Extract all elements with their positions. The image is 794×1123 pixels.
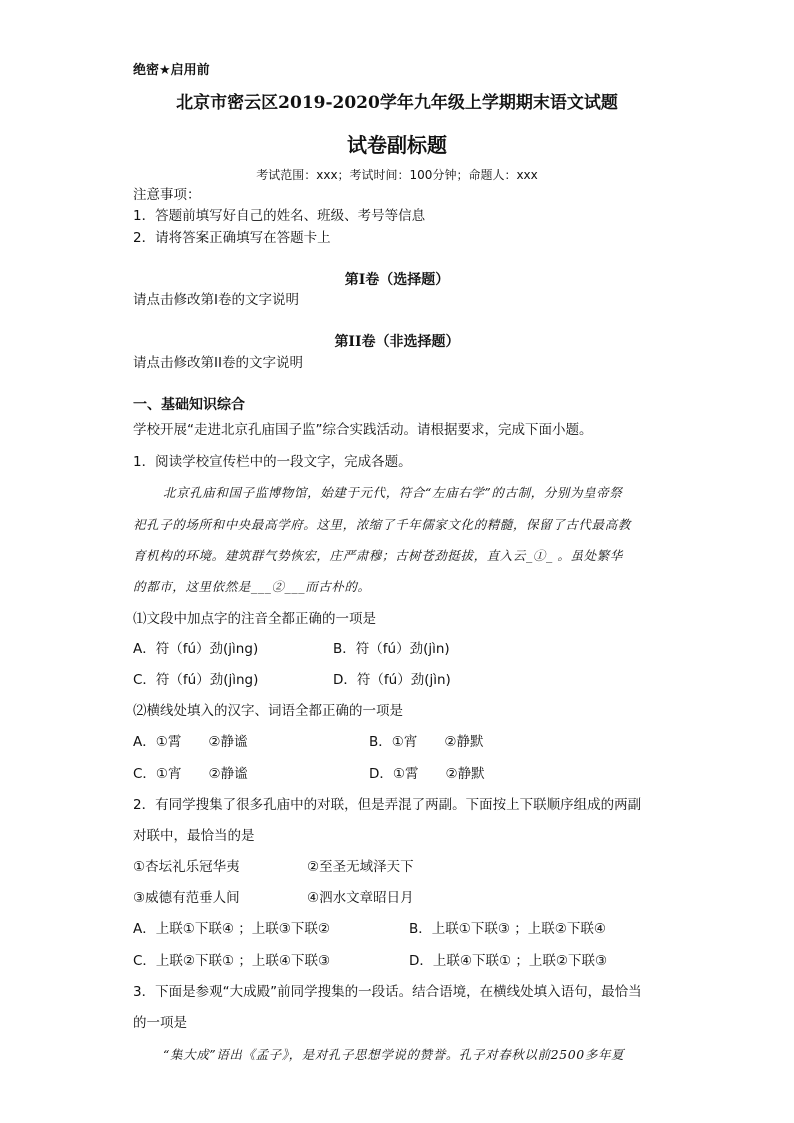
q1-sub1-stem: ⑴文段中加点字的注音全都正确的一项是 [133, 611, 376, 627]
q2-stem-line: 对联中，最恰当的是 [133, 828, 255, 844]
secret-tag: 绝密★启用前 [133, 63, 210, 78]
volume1-note[interactable]: 请点击修改第I卷的文字说明 [133, 292, 299, 308]
q1-sub1-option-b[interactable]: B．符（fú）劲(jìn) [333, 641, 450, 657]
q1-sub1-option-d[interactable]: D．符（fú）劲(jìn) [333, 672, 451, 688]
q1-passage-line: 育机构的环境。建筑群气势恢宏，庄严肃穆；古树苍劲挺拔，直入云_①_ 。虽处繁华 [133, 548, 623, 563]
q1-sub2-option-b[interactable]: B．①宵 ②静默 [369, 734, 484, 750]
q3-stem-line: 3．下面是参观“大成殿”前同学搜集的一段话。结合语境，在横线处填入语句，最恰当 [133, 984, 642, 1000]
q1-stem: 1．阅读学校宣传栏中的一段文字，完成各题。 [133, 454, 412, 470]
q2-couplet: ①杏坛礼乐冠华夷 [133, 859, 240, 875]
q1-passage-line: 北京孔庙和国子监博物馆，始建于元代，符合“左庙右学”的古制，分别为皇帝祭 [163, 485, 623, 500]
q2-option-c[interactable]: C．上联②下联① ；上联④下联③ [133, 953, 331, 969]
volume2-heading: 第II卷（非选择题） [334, 334, 460, 350]
q2-couplet: ②至圣无域泽天下 [307, 859, 414, 875]
q2-couplet: ④泗水文章昭日月 [307, 890, 414, 906]
q1-sub2-option-d[interactable]: D．①霄 ②静默 [369, 766, 485, 782]
q1-sub2-stem: ⑵横线处填入的汉字、词语全都正确的一项是 [133, 703, 403, 719]
q1-passage-line: 祀孔子的场所和中央最高学府。这里，浓缩了千年儒家文化的精髓，保留了古代最高教 [133, 517, 631, 532]
q1-sub1-option-a[interactable]: A．符（fú）劲(jìng) [133, 641, 259, 657]
q1-sub1-option-c[interactable]: C．符（fú）劲(jìng) [133, 672, 259, 688]
q2-option-d[interactable]: D．上联④下联① ；上联②下联③ [409, 953, 608, 969]
notice-item: 1．答题前填写好自己的姓名、班级、考号等信息 [133, 208, 426, 224]
q1-sub2-option-c[interactable]: C．①宵 ②静谧 [133, 766, 248, 782]
q3-stem-line: 的一项是 [133, 1015, 187, 1031]
q1-passage-line: 的都市，这里依然是___②___而古朴的。 [133, 579, 371, 594]
part1-intro: 学校开展“走进北京孔庙国子监”综合实践活动。请根据要求，完成下面小题。 [133, 422, 593, 438]
q2-option-a[interactable]: A．上联①下联④ ；上联③下联② [133, 921, 330, 937]
q3-passage-line: “集大成”语出《孟子》，是对孔子思想学说的赞誉。孔子对春秋以前2500多年夏 [163, 1047, 625, 1062]
q2-option-b[interactable]: B．上联①下联③ ；上联②下联④ [409, 921, 606, 937]
volume1-heading: 第I卷（选择题） [344, 272, 450, 288]
q2-couplet: ③威德有范垂人间 [133, 890, 240, 906]
exam-title: 北京市密云区2019-2020学年九年级上学期期末语文试题 [176, 93, 618, 113]
notice-item: 2．请将答案正确填写在答题卡上 [133, 230, 331, 246]
q1-sub2-option-a[interactable]: A．①霄 ②静谧 [133, 734, 248, 750]
volume2-note[interactable]: 请点击修改第II卷的文字说明 [133, 355, 303, 371]
exam-meta: 考试范围：xxx；考试时间：100分钟；命题人：xxx [256, 168, 538, 182]
exam-subtitle: 试卷副标题 [347, 133, 447, 157]
notice-heading: 注意事项： [133, 187, 201, 203]
q2-stem-line: 2．有同学搜集了很多孔庙中的对联，但是弄混了两副。下面按上下联顺序组成的两副 [133, 797, 642, 813]
part1-heading: 一、基础知识综合 [133, 397, 245, 413]
